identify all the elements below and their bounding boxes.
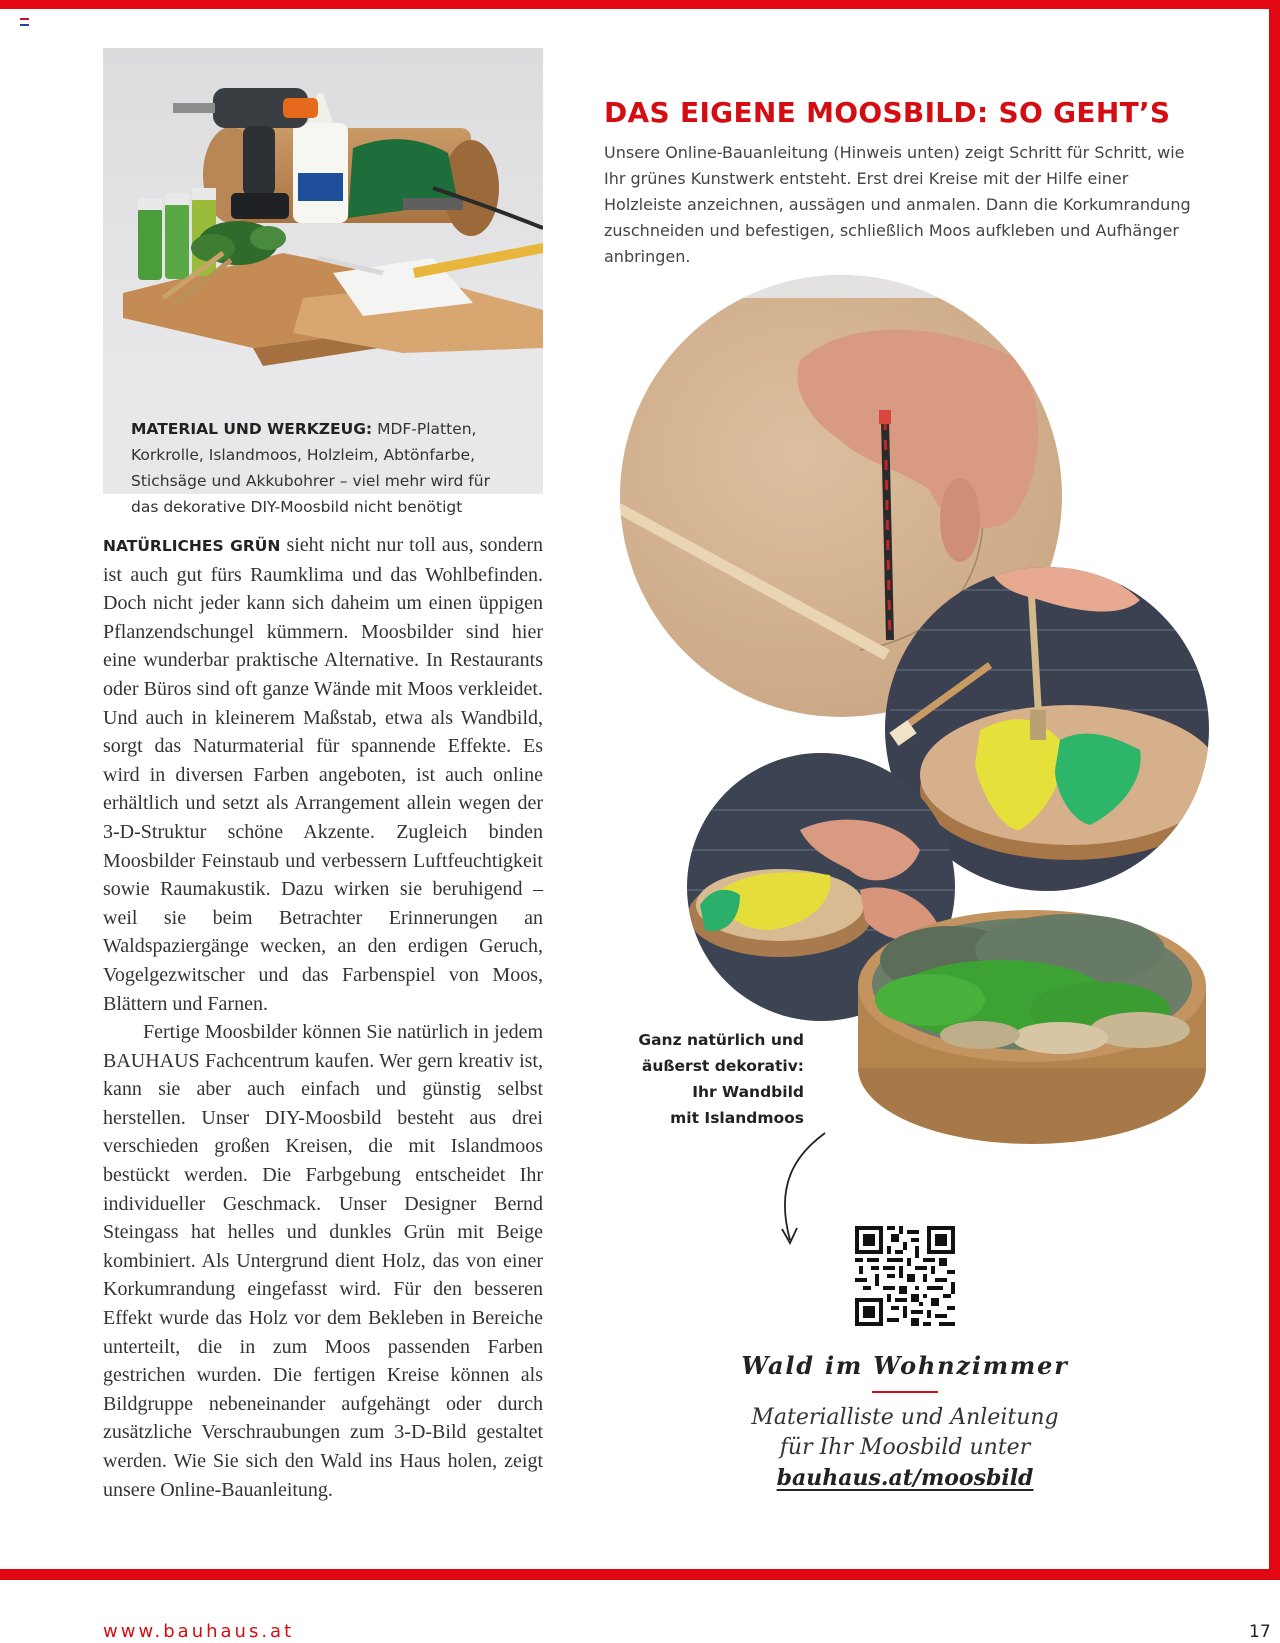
qr-code[interactable]	[855, 1226, 955, 1326]
promo-title: Wald im Wohnzimmer	[741, 1351, 1069, 1380]
promo-link[interactable]: bauhaus.at/moosbild	[776, 1465, 1034, 1491]
tools-photo	[103, 48, 543, 368]
article-paragraph-2: Fertige Moosbilder können Sie natürlich in jedem BAUHAUS Fachcentrum kaufen. Wer gern kreativ ist, kann sie aber auch einfach und günstig selbst herstellen. Unser DIY-Moosbild besteht aus drei verschieden großen Kreisen, die mit Islandmoos bestückt werden. Die Farbgebung entscheidet Ihr individueller Geschmack. Unser Designer Bernd Steingass hat helles und dunkles Grün mit Beige kombiniert. Als Untergrund dient Holz, das von einer Korkumrandung eingefasst wird. Für den besseren Effekt wurde das Holz vor dem Bekleben in Bereiche unterteilt, die in zum Moos passenden Farben gestrichen wurden. Die fertigen Kreise können als Bildgruppe nebeneinander aufgehängt oder durch zusätzliche Verschraubungen zum 3-D-Bild gestaltet werden. Wie Sie sich den Wald ins Haus holen, zeigt unsere Online-Bauanleitung.	[103, 1021, 543, 1501]
flag-icon	[20, 18, 29, 26]
material-box	[103, 48, 543, 516]
red-frame-top	[0, 0, 1280, 9]
article-paragraph-1-text: sieht nicht nur toll aus, sondern ist auch gut fürs Raumklima und das Wohlbefinden. Doch nicht jeder kann sich daheim um einen üppigen Pflanzendschungel kümmern. Moosbilder sind hier eine wunderbar praktische Alternative. In Restaurants oder Büros sind oft ganze Wände mit Moos verkleidet. Und auch in kleinerem Maßstab, etwa als Wandbild, sorgt das Naturmaterial für spannende Effekte. Es wird in diversen Farben angeboten, ist auch online erhältlich und setzt als Arrangement allein wegen der 3-D-Struktur schöne Akzente. Zugleich binden Moosbilder Feinstaub und verbessern Luftfeuchtigkeit sowie Raumakustik. Dazu wirken sie beruhigend – weil sie beim Betrachter Erinnerungen an Waldspaziergänge wecken, an den erdigen Geruch, Vogelgezwitscher und das Farbenspiel von Moos, Blättern und Farnen.	[103, 534, 544, 1015]
promo-line-1: Materialliste und Anleitung	[751, 1405, 1059, 1430]
article-body	[103, 531, 543, 1504]
promo-line-2: für Ihr Moosbild unter	[779, 1435, 1031, 1460]
material-caption	[131, 416, 511, 520]
photo-caption-line-1: Ganz natürlich und	[638, 1031, 804, 1049]
page-number: 17	[1249, 1622, 1271, 1642]
article-paragraph-1	[103, 531, 543, 1018]
article-lead: NATÜRLICHES GRÜN	[103, 537, 281, 555]
promo-block	[700, 1346, 1110, 1493]
red-frame-right	[1269, 0, 1280, 1580]
material-caption-text: MDF-Platten, Korkrolle, Islandmoos, Holzleim, Abtönfarbe, Stichsäge und Akkubohrer – viel mehr wird für das dekorative DIY-Moosbild nicht benötigt	[131, 420, 490, 516]
red-frame-bottom	[0, 1569, 1280, 1580]
curved-arrow-icon	[770, 1125, 830, 1250]
section-intro: Unsere Online-Bauanleitung (Hinweis unten) zeigt Schritt für Schritt, wie Ihr grünes Kunstwerk entsteht. Erst drei Kreise mit der Hilfe einer Holzleiste anzeichnen, aussägen und anmalen. Dann die Korkumrandung zuschneiden und befestigen, schließlich Moos aufkleben und Aufhänger anbringen.	[604, 143, 1191, 266]
promo-divider	[872, 1391, 938, 1393]
photo-caption-line-4: mit Islandmoos	[670, 1109, 804, 1127]
material-caption-label: MATERIAL UND WERKZEUG:	[131, 420, 373, 438]
photo-moss-frame	[858, 910, 1206, 1144]
photo-caption-line-3: Ihr Wandbild	[692, 1083, 804, 1101]
photo-caption	[610, 1027, 804, 1131]
footer-url[interactable]: www.bauhaus.at	[103, 1621, 295, 1642]
photo-caption-line-2: äußerst dekorativ:	[641, 1057, 804, 1075]
section-title: DAS EIGENE MOOSBILD: SO GEHT’S	[604, 96, 1171, 129]
